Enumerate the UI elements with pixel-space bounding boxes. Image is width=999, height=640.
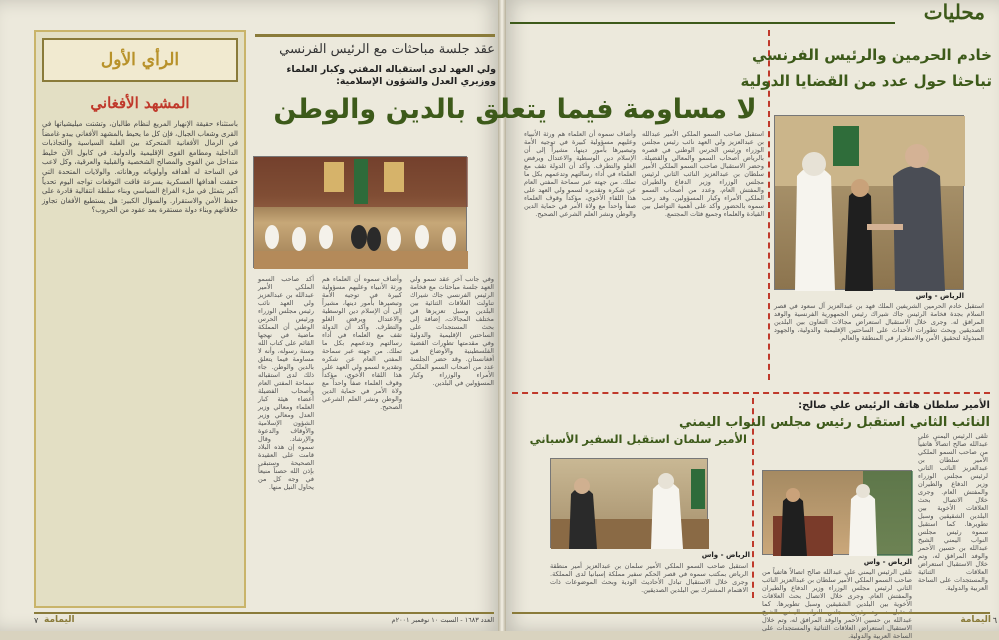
article-body-col2: وأضاف سموه أن العلماء هم ورثة الأنبياء وعليهم مسؤولية كبيرة في توجيه الأمة وتبصيرها بأمور دينها، مشيراً إلى أن الإسلام دين الوسطية والاعتدال ويرفض الغلو والتطرف. وأكد أن الدولة تقف مع العلماء في أداء رسالتهم وتدعمهم بكل ما تملك. من جهته عبر سماحة المفتي العام عن شكره وتقديره لسمو ولي العهد على هذا اللقاء الأخوي، مؤكداً وقوف العلماء صفاً واحداً مع ولاة الأمر في حماية الدين والوطن ونشر العلم الشرعي الصحيح.: [322, 275, 402, 411]
main-body-col-b: استقبل صاحب السمو الملكي الأمير عبدالله بن عبدالعزيز ولي العهد نائب رئيس مجلس الوزراء ورئيس الحرس الوطني في قصره بالرياض أصحاب السمو والمعالي والفضيلة. وحضر الاستقبال صاحب السمو الملكي الأمير سلطان بن عبدالعزيز النائب الثاني لرئيس مجلس الوزراء وزير الدفاع والطيران والمفتش العام، وعدد من أصحاب السمو الملكي الأمراء وكبار المسؤولين. وقد رحب سموه بالحضور وأكد على أهمية التواصل بين القيادة والعلماء وجميع فئات المجتمع.: [642, 130, 764, 218]
article-body-col3: وفي جانب آخر عقد سمو ولي العهد جلسة مباحثات مع فخامة الرئيس الفرنسي جاك شيراك تناولت العلاقات الثنائية بين البلدين وسبل تعزيزها في مختلف المجالات، إضافة إلى بحث المستجدات على الساحتين الإقليمية والدولية وفي مقدمتها تطورات القضية الفلسطينية والأوضاع في أفغانستان. وقد حضر الجلسة عدد من أصحاب السمو الملكي الأمراء والوزراء وكبار المسؤولين في البلدين.: [410, 275, 494, 387]
right-footer-logo: اليمامة: [960, 615, 991, 625]
story-two-kicker: الأمير سلطان هاتف الرئيس علي صالح:: [798, 400, 990, 411]
left-footer-issue: العدد ١٦٨٣ - السبت ١٠ نوفمبر ٢٠٠١م: [391, 616, 494, 624]
story-three-dateline: الرياض - واس: [701, 551, 750, 559]
top-story-body: استقبل خادم الحرمين الشريفين الملك فهد بن عبدالعزيز آل سعود في قصر السلام بجدة فخامة الرئيس جاك شيراك رئيس الجمهورية الفرنسية والوفد المرافق له. وجرى خلال الاستقبال استعراض مجالات التعاون بين البلدين الصديقين وبحث تطورات الأحداث على الساحتين الإقليمية والدولية، والجهود المبذولة لتحقيق الأمن والاستقرار في المنطقة والعالم.: [774, 302, 984, 342]
meeting-image: [763, 471, 913, 556]
left-page: [0, 0, 502, 631]
story-three-headline: الأمير سلمان استقبل السفير الأسباني: [529, 432, 747, 446]
story-two-body: تلقى الرئيس اليمني علي عبدالله صالح اتصالاً هاتفياً من صاحب السمو الملكي الأمير سلطان بن عبدالعزيز النائب الثاني لرئيس مجلس الوزراء وزير الدفاع والطيران والمفتش العام. وجرى خلال الاتصال بحث العلاقات الأخوية بين البلدين الشقيقين وسبل تطويرها. كما استقبل سموه رئيس مجلس النواب اليمني الشيخ عبدالله بن حسين الأحمر والوفد المرافق له، وتم خلال الاستقبال استعراض العلاقات الثنائية والمستجدات على الساحة العربية والدولية.: [918, 432, 988, 592]
article-subheadline: ولي العهد لدى استقباله المفتي وكبار العلماء ووزيري العدل والشؤون الإسلامية:: [286, 64, 496, 87]
headline-overlay: لا مساومة فيما يتعلق بالدين والوطن: [273, 94, 757, 125]
top-story-photo: [774, 115, 964, 290]
story-two-dateline: الرياض - واس: [863, 558, 912, 566]
left-page-number: ٧: [34, 616, 39, 625]
handshake-image: [775, 116, 965, 291]
article-photo: [253, 156, 467, 268]
top-rule: [255, 34, 495, 37]
top-story-headline-2: تباحثا حول عدد من القضايا الدولية: [740, 72, 992, 90]
left-footer-logo: اليمامة: [44, 615, 75, 625]
main-body-col-a: وأضاف سموه أن العلماء هم ورثة الأنبياء وعليهم مسؤولية كبيرة في توجيه الأمة وتبصيرها بأمور دينها، مشيراً إلى أن الإسلام دين الوسطية والاعتدال ويرفض الغلو والتطرف. وأكد أن الدولة تقف مع العلماء في أداء رسالتهم وتدعمهم بكل ما تملك. من جهته عبر سماحة المفتي العام عن شكره وتقديره لسمو ولي العهد على هذا اللقاء الأخوي، مؤكداً وقوف العلماء صفاً واحداً مع ولاة الأمر في حماية الدين والوطن ونشر العلم الشرعي الصحيح.: [524, 130, 636, 218]
story-two-headline: النائب الثاني استقبل رئيس مجلس النواب اليمني: [679, 415, 990, 430]
top-story-dateline: الرياض - واس: [915, 292, 964, 300]
opinion-title: المشهد الأفغاني: [90, 94, 190, 112]
opinion-box: [34, 30, 246, 608]
section-label: محليات: [923, 0, 985, 24]
reception-hall-image: [254, 157, 468, 269]
story-three-body: استقبل صاحب السمو الملكي الأمير سلمان بن عبدالعزيز أمير منطقة الرياض بمكتب سموه في قصر الحكم سفير مملكة إسبانيا لدى المملكة. وجرى خلال الاستقبال تبادل الأحاديث الودية وبحث الموضوعات ذات الاهتمام المشترك بين البلدين الصديقين.: [550, 562, 748, 594]
opinion-label-frame: [42, 38, 238, 82]
right-footer-rule: [512, 612, 990, 614]
right-page-number: ٦: [992, 616, 997, 625]
top-story-headline-1: خادم الحرمين والرئيس الفرنسي: [752, 46, 992, 64]
article-kicker: عقد جلسة مباحثات مع الرئيس الفرنسي: [279, 42, 495, 57]
opinion-body: باستثناء حقيقة الإنهيار المريع لنظام طالبان، وتشتت ميليشياتها في القرى وشعاب الجبال، فإن كل ما يحيط بالمشهد الأفغاني يبدو غامضاً في الرمال الأفغانية المتحركة بين الغلبة السياسية والتجاذبات الداخلية ومطامع القوى الإقليمية والدولية. في كابول الآن خليط متداخل من القوى والمصالح الشخصية والقبلية والعرقية، وكل لاعب في الساحة له أهدافه وأولوياته ورهاناته. والولايات المتحدة التي حققت أهدافها العسكرية بسرعة فاقت التوقعات تواجه اليوم تحدياً أكبر يتمثل في ملء الفراغ السياسي وبناء سلطة انتقالية قادرة على حفظ الأمن والاستقرار. والسؤال الكبير: هل يستطيع الأفغان تجاوز خلافاتهم وبناء دولة مستقرة بعد عقود من الحروب؟: [42, 120, 238, 215]
right-page: [502, 0, 999, 640]
magazine-spine: [498, 0, 506, 631]
story-two-body-cont: تلقى الرئيس اليمني علي عبدالله صالح اتصالاً هاتفياً من صاحب السمو الملكي الأمير سلطان بن عبدالعزيز النائب الثاني لرئيس مجلس الوزراء وزير الدفاع والطيران والمفتش العام. وجرى خلال الاتصال بحث العلاقات الأخوية بين البلدين الشقيقين وسبل تطويرها. كما عبدالله بن حسين الأحمر والوفد المرافق له، وتم خلال الاستقبال استعراض العلاقات الثنائية والمستجدات على الساحة العربية والدولية.: [762, 568, 912, 640]
left-footer-rule: [34, 612, 494, 614]
opinion-label: الرأي الأول: [100, 50, 180, 70]
article-body-col1: أكد صاحب السمو الملكي الأمير عبدالله بن عبدالعزيز ولي العهد نائب رئيس مجلس الوزراء ورئيس الحرس الوطني أن المملكة ماضية في نهجها القائم على كتاب الله وسنة رسوله، وأنه لا مساومة فيما يتعلق بالدين والوطن. جاء ذلك لدى استقباله سماحة المفتي العام وأصحاب الفضيلة أعضاء هيئة كبار العلماء ومعالي وزير العدل ومعالي وزير الشؤون الإسلامية والأوقاف والدعوة والإرشاد. وقال سموه إن هذه البلاد قامت على العقيدة الصحيحة وستبقى بإذن الله حصناً منيعاً في وجه كل من يحاول النيل منها.: [258, 275, 314, 491]
section-rule: [510, 22, 895, 24]
story-divider: [512, 392, 990, 394]
ambassador-meeting-image: [551, 459, 709, 549]
story-two-photo: [762, 470, 912, 555]
story-three-photo: [550, 458, 708, 548]
